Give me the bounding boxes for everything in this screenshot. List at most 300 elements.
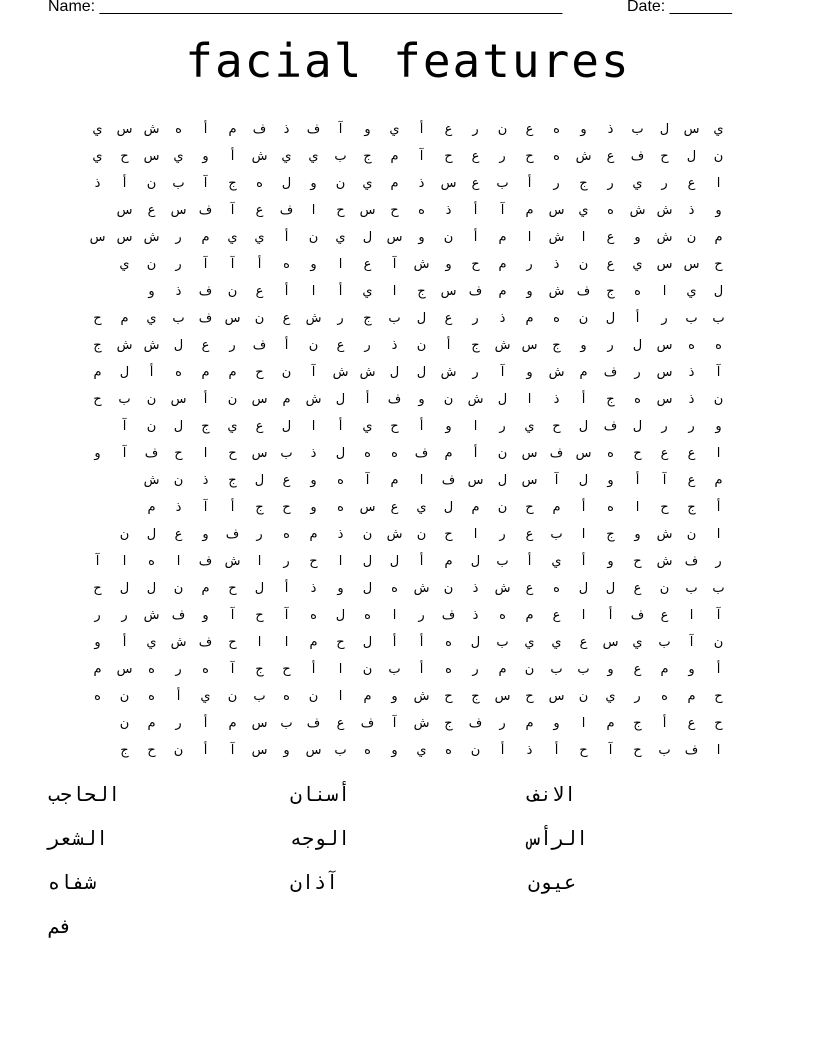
grid-letter: م [687,689,696,704]
grid-letter: ي [200,689,211,704]
grid-letter: أ [365,392,370,407]
grid-letter: م [390,473,399,488]
grid-letter: أ [527,554,532,569]
grid-letter: م [579,365,588,380]
grid-letter: ف [603,419,618,434]
grid-letter: أ [581,500,586,515]
grid-letter: ه [364,446,371,461]
grid-letter: أ [203,122,208,137]
grid-letter: ش [413,581,430,596]
grid-letter: ف [279,203,294,218]
grid-letter: ه [175,365,182,380]
grid-letter: ش [413,257,430,272]
grid-letter: س [170,392,187,407]
grid-letter [84,521,111,548]
grid-letter: أ [230,500,235,515]
grid-letter: ه [256,176,263,191]
grid-letter: س [251,743,268,758]
grid-letter: ر [175,230,182,245]
grid-letter: ش [305,311,322,326]
grid-letter: ل [497,392,508,407]
grid-letter: ر [499,419,506,434]
grid-letter: ن [308,689,319,704]
grid-letter: ا [473,527,478,542]
grid-letter: ر [607,176,614,191]
name-field-label: Name: ____________________________________________________ [48,0,563,15]
grid-letter: ب [496,635,509,650]
grid-letter: ن [308,230,319,245]
grid-letter: ج [255,500,264,515]
grid-letter: ذ [499,311,506,326]
grid-letter: و [580,338,587,353]
grid-letter: ذ [472,608,479,623]
grid-letter: ي [227,230,238,245]
grid-letter: آ [392,716,397,731]
grid-letter: ف [441,608,456,623]
grid-letter: ح [714,257,723,272]
grid-letter: أ [284,284,289,299]
grid-letter: ر [634,365,641,380]
grid-letter: آ [95,554,100,569]
grid-letter: ه [499,608,506,623]
grid-letter: ل [146,581,157,596]
grid-letter: ش [413,716,430,731]
grid-letter: ا [284,635,289,650]
grid-letter: آ [230,662,235,677]
grid-letter: أ [473,230,478,245]
grid-letter: أ [203,392,208,407]
grid-letter: ن [416,527,427,542]
grid-letter: ح [228,446,237,461]
grid-letter: أ [635,311,640,326]
grid-letter: ذ [94,176,101,191]
grid-letter: م [228,122,237,137]
grid-letter: آ [554,473,559,488]
grid-letter: ع [633,662,642,677]
grid-letter: ل [416,311,427,326]
grid-letter: ل [389,554,400,569]
grid-letter: م [498,257,507,272]
grid-letter: ا [203,446,208,461]
grid-letter: ش [494,338,511,353]
grid-letter: ا [338,662,343,677]
grid-letter: ع [552,608,561,623]
grid-letter: ه [391,446,398,461]
grid-letter: م [444,446,453,461]
grid-letter: س [656,365,673,380]
grid-letter: ه [337,473,344,488]
grid-letter: ذ [553,257,560,272]
grid-letter: ا [716,527,721,542]
grid-letter: س [521,473,538,488]
grid-letter: ب [658,635,671,650]
grid-letter: و [391,743,398,758]
grid-letter: ع [336,716,345,731]
grid-letter: ح [471,257,480,272]
grid-letter: ف [252,122,267,137]
worksheet-header [48,0,748,20]
grid-letter: ر [661,419,668,434]
grid-letter: ج [255,662,264,677]
grid-letter: ب [280,446,293,461]
grid-letter: ع [444,122,453,137]
grid-letter: ا [392,608,397,623]
grid-letter: ي [92,149,103,164]
grid-letter: م [228,365,237,380]
grid-letter: ش [656,203,673,218]
grid-letter: ر [661,176,668,191]
grid-letter: ل [470,635,481,650]
grid-letter: ا [392,284,397,299]
grid-letter: ل [281,419,292,434]
grid-letter: ج [363,311,372,326]
grid-letter: ح [255,608,264,623]
grid-letter: آ [230,608,235,623]
grid-letter: م [525,716,534,731]
grid-letter: ل [362,230,373,245]
grid-letter: ل [578,419,589,434]
grid-letter: ب [685,581,698,596]
grid-letter: أ [149,365,154,380]
grid-letter: أ [446,338,451,353]
grid-letter: ج [444,716,453,731]
grid-letter: ا [716,446,721,461]
grid-letter: ف [684,743,699,758]
grid-letter: و [607,554,614,569]
grid-letter: ر [229,338,236,353]
grid-letter: ل [605,581,616,596]
grid-letter: أ [419,662,424,677]
grid-letter: ب [550,662,563,677]
grid-letter: ع [255,284,264,299]
grid-letter: ر [94,608,101,623]
grid-letter: ل [659,122,670,137]
grid-letter: و [445,419,452,434]
grid-letter: ع [579,635,588,650]
grid-letter: أ [635,473,640,488]
grid-letter: ر [634,689,641,704]
grid-letter: ف [306,122,321,137]
grid-letter: ه [661,689,668,704]
grid-letter: ي [686,284,697,299]
grid-letter: ي [308,149,319,164]
grid-letter: ج [120,743,129,758]
grid-letter: أ [284,581,289,596]
grid-letter: ب [388,662,401,677]
grid-letter: ع [687,446,696,461]
grid-letter: ح [579,743,588,758]
grid-letter: آ [338,122,343,137]
grid-letter: ح [309,554,318,569]
grid-letter: ف [468,284,483,299]
grid-letter: ه [634,284,641,299]
grid-letter: ش [548,365,565,380]
grid-letter: ف [387,392,402,407]
grid-letter: ذ [526,743,533,758]
grid-letter: ا [716,176,721,191]
grid-letter: ر [418,608,425,623]
grid-letter: س [521,338,538,353]
grid-letter: ه [553,311,560,326]
grid-letter: ا [662,284,667,299]
grid-letter: ب [253,689,266,704]
grid-letter: م [444,554,453,569]
grid-letter: ر [175,257,182,272]
grid-letter: ج [579,176,588,191]
grid-letter: ح [633,554,642,569]
grid-letter: ه [715,338,722,353]
grid-letter: و [391,689,398,704]
grid-letter: ح [174,446,183,461]
grid-letter: ر [661,311,668,326]
grid-letter: و [202,527,209,542]
grid-letter: ل [578,581,589,596]
grid-letter: أ [419,635,424,650]
grid-letter: م [93,365,102,380]
grid-letter: ش [332,365,349,380]
grid-letter: ج [606,392,615,407]
grid-letter: ه [364,743,371,758]
grid-letter: أ [716,500,721,515]
grid-letter: ش [656,554,673,569]
grid-letter: ر [499,527,506,542]
grid-letter: ح [228,581,237,596]
grid-letter: أ [473,203,478,218]
grid-letter: آ [716,608,721,623]
grid-letter: س [656,392,673,407]
grid-letter: آ [122,419,127,434]
grid-letter: ج [471,338,480,353]
grid-letter: ف [576,284,591,299]
grid-letter: ح [444,689,453,704]
grid-letter: ر [256,527,263,542]
word-list-item: آذان [290,870,339,894]
grid-letter [84,278,111,305]
grid-letter: ل [254,581,265,596]
grid-letter: ع [471,149,480,164]
grid-letter: ا [122,554,127,569]
grid-letter: ا [311,203,316,218]
grid-letter: ع [525,122,534,137]
grid-letter: ي [416,500,427,515]
grid-letter: س [656,338,673,353]
grid-letter: م [525,203,534,218]
grid-letter: ل [632,419,643,434]
grid-letter: ن [416,338,427,353]
grid-letter: ن [146,176,157,191]
grid-letter: ذ [688,365,695,380]
grid-letter: م [498,284,507,299]
grid-letter: ا [527,230,532,245]
grid-letter: ج [606,527,615,542]
grid-letter: ح [660,149,669,164]
grid-letter: ج [471,689,480,704]
grid-letter: م [525,608,534,623]
grid-letter: س [440,176,457,191]
grid-letter: ع [633,581,642,596]
grid-letter: ح [444,149,453,164]
grid-letter: ر [472,365,479,380]
grid-letter: ع [201,338,210,353]
grid-letter: ب [631,122,644,137]
grid-letter: ل [335,446,346,461]
grid-letter: ش [170,635,187,650]
word-list-item: فم [48,914,73,938]
grid-letter: ح [552,419,561,434]
grid-letter: م [309,635,318,650]
grid-letter: ا [689,608,694,623]
grid-letter: ن [524,662,535,677]
grid-letter: س [683,257,700,272]
word-list-item: الشعر [48,826,109,850]
grid-letter: ش [413,689,430,704]
grid-letter: ن [443,230,454,245]
grid-letter: ر [175,716,182,731]
grid-letter: ه [445,662,452,677]
grid-letter: ذ [688,203,695,218]
grid-letter: ا [581,716,586,731]
grid-letter: ل [470,554,481,569]
grid-letter: س [440,284,457,299]
grid-letter: م [498,230,507,245]
grid-letter: س [467,473,484,488]
grid-letter: و [634,230,641,245]
grid-letter: ا [527,392,532,407]
grid-letter: أ [527,176,532,191]
grid-letter: ذ [175,284,182,299]
grid-letter: ع [687,176,696,191]
grid-letter: ه [553,581,560,596]
grid-letter: ي [146,635,157,650]
grid-letter: ر [688,419,695,434]
grid-letter: ع [255,203,264,218]
grid-letter: ي [362,419,373,434]
grid-letter: ا [581,608,586,623]
grid-letter: ح [390,419,399,434]
grid-letter: ن [578,257,589,272]
grid-letter: ع [606,149,615,164]
grid-letter: و [364,122,371,137]
grid-letter: ن [281,365,292,380]
grid-letter: م [309,527,318,542]
grid-letter: ب [334,149,347,164]
grid-letter: ن [713,635,724,650]
grid-letter: آ [203,500,208,515]
grid-letter: ح [336,203,345,218]
grid-letter: ع [471,176,480,191]
grid-letter: ن [254,311,265,326]
grid-letter: ش [143,608,160,623]
grid-letter: ن [497,122,508,137]
grid-letter: ل [443,500,454,515]
grid-letter: ذ [607,122,614,137]
grid-letter: ن [227,392,238,407]
grid-letter: ه [337,500,344,515]
grid-letter: ع [444,311,453,326]
grid-letter: ب [118,392,131,407]
grid-letter: ه [283,527,290,542]
grid-letter: و [148,284,155,299]
grid-letter: آ [392,257,397,272]
grid-letter: آ [500,203,505,218]
grid-letter: ن [173,473,184,488]
grid-letter: أ [392,635,397,650]
grid-letter: ح [444,527,453,542]
grid-letter: م [201,230,210,245]
grid-letter: ش [575,149,592,164]
grid-letter: ح [255,365,264,380]
grid-letter: ع [687,716,696,731]
grid-letter: آ [365,473,370,488]
grid-letter [84,710,111,737]
grid-letter: ح [282,662,291,677]
grid-letter: ا [338,257,343,272]
grid-letter: و [715,419,722,434]
grid-letter: ي [605,689,616,704]
grid-letter: ن [119,527,130,542]
date-field-label: Date: _______ [627,0,732,15]
grid-letter: و [715,203,722,218]
grid-letter: ه [553,149,560,164]
grid-letter: ع [282,311,291,326]
grid-letter: و [418,230,425,245]
grid-letter: آ [689,635,694,650]
grid-letter: و [94,635,101,650]
grid-letter: ش [548,284,565,299]
grid-letter: س [575,446,592,461]
grid-letter: ن [119,689,130,704]
grid-letter: و [310,257,317,272]
grid-letter: ج [363,149,372,164]
grid-letter: ه [418,203,425,218]
grid-letter: و [94,446,101,461]
grid-letter: ذ [175,500,182,515]
word-list-item: الوجه [290,826,351,850]
grid-letter: ي [281,149,292,164]
word-list-item: أسنان [290,782,351,806]
grid-letter: ن [470,743,481,758]
grid-letter: س [359,500,376,515]
grid-letter: م [363,689,372,704]
grid-letter: ب [577,662,590,677]
word-list-item: عيون [528,870,577,894]
grid-letter: ن [227,689,238,704]
grid-letter: ف [252,338,267,353]
grid-letter: ف [441,473,456,488]
grid-letter: ذ [472,581,479,596]
grid-letter: س [116,203,133,218]
grid-letter: ل [605,311,616,326]
grid-letter: ن [686,230,697,245]
grid-letter: م [552,500,561,515]
grid-letter: أ [284,230,289,245]
grid-letter: أ [338,284,343,299]
grid-letter: أ [419,554,424,569]
grid-letter: ش [359,365,376,380]
grid-letter: س [143,149,160,164]
grid-letter: ج [201,419,210,434]
grid-letter: أ [662,716,667,731]
grid-letter: ش [116,338,133,353]
grid-letter: ه [364,608,371,623]
grid-letter: س [116,230,133,245]
grid-letter: أ [473,446,478,461]
grid-letter: ع [660,608,669,623]
grid-letter: ل [173,338,184,353]
grid-letter: ن [173,581,184,596]
grid-letter: م [606,716,615,731]
grid-letter: ش [143,338,160,353]
